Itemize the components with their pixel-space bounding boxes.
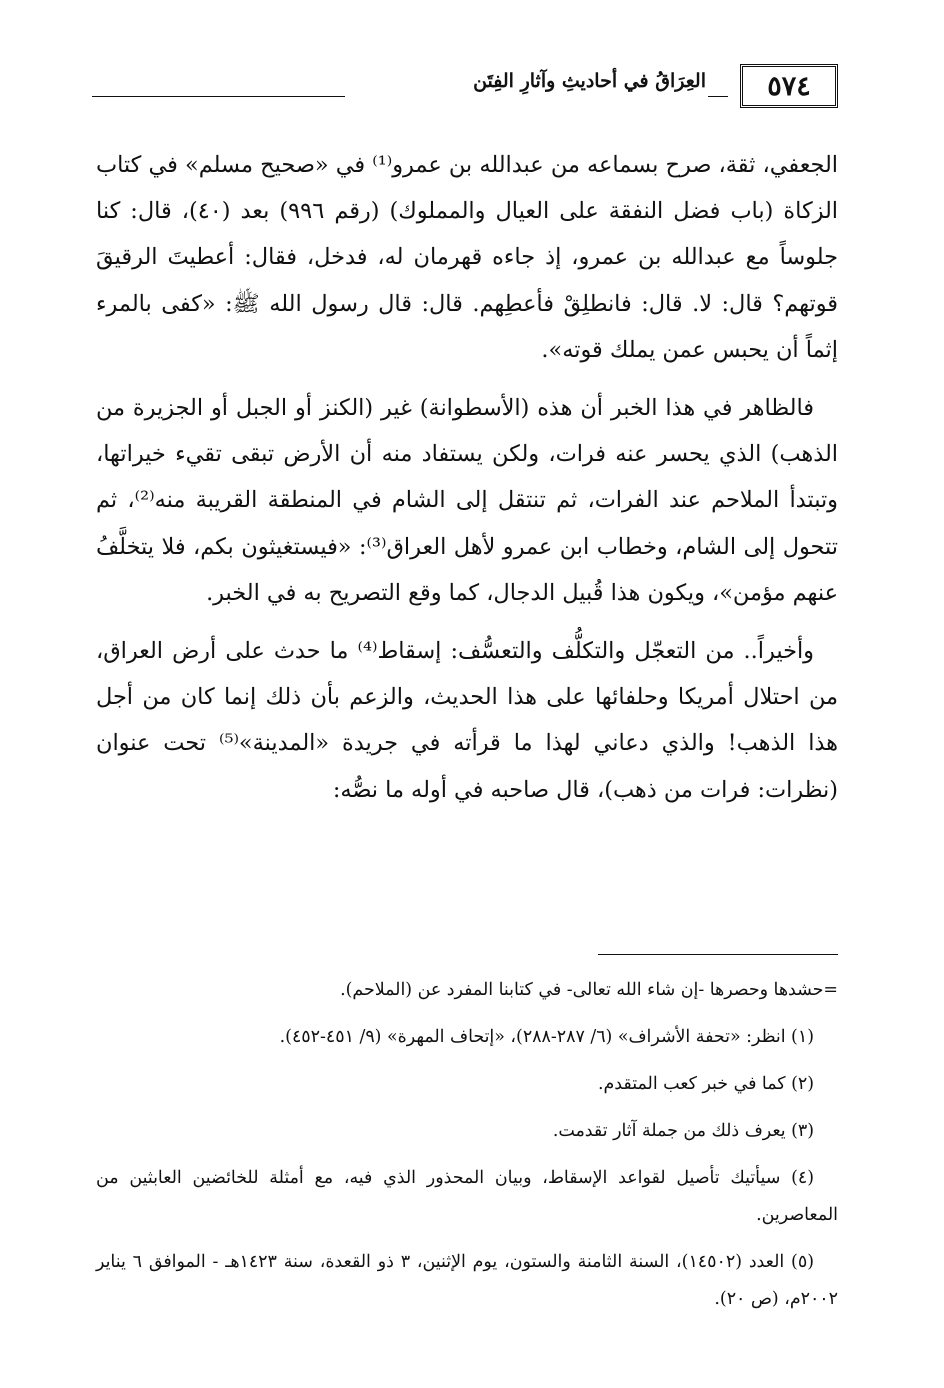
footnote-separator [598, 954, 838, 955]
main-text [96, 142, 838, 825]
page-number: ٥٧٤ [740, 64, 838, 108]
paragraph-2: فالظاهر في هذا الخبر أن هذه (الأسطوانة) غير (الكنز أو الجبل أو الجزيرة من الذهب) الذي يحسر عنه فرات، ولكن يستفاد منه أن الأرض تبقى تقيء خيراتها، وتبتدأ الملاحم عند الفرات، ثم تنتقل إلى الشام في المنطقة القريبة منه⁽²⁾، ثم تتحول إلى الشام، وخطاب ابن عمرو لأهل العراق⁽³⁾: «فيستغيثون بكم، فلا يتخلَّفُ عنهم مؤمن»، ويكون هذا قُبيل الدجال، كما وقع التصريح به في الخبر. [96, 395, 838, 606]
header-rule-short [708, 96, 728, 97]
footnote-4: (٤) سيأتيك تأصيل لقواعد الإسقاط، وبيان المحذور الذي فيه، مع أمثلة للخائضين العابثين من المعاصرين. [96, 1168, 838, 1225]
footnotes [96, 972, 838, 1328]
footnote-2: (٢) كما في خبر كعب المتقدم. [598, 1074, 814, 1094]
paragraph-1: الجعفي، ثقة، صرح بسماعه من عبدالله بن عمرو⁽¹⁾ في «صحيح مسلم» في كتاب الزكاة (باب فضل النفقة على العيال والمملوك) (رقم ٩٩٦) بعد (٤٠)، قال: كنا جلوساً مع عبدالله بن عمرو، إذ جاءه قهرمان له، فدخل، فقال: أعطيتَ الرقيقَ قوتهم؟ قال: لا. قال: فانطلِقْ فأعطِهم. قال: قال رسول الله ﷺ: «كفى بالمرء إثماً أن يحبس عمن يملك قوته». [96, 152, 838, 363]
running-title: العِرَاقُ في أحاديثِ وآثارِ الفِتَن [473, 70, 706, 92]
paragraph-3: وأخيراً.. من التعجّل والتكلُّف والتعسُّف: إسقاط⁽⁴⁾ ما حدث على أرض العراق، من احتلال أمريكا وحلفائها على هذا الحديث، والزعم بأن ذلك إنما كان من أجل هذا الذهب! والذي دعاني لهذا ما قرأته في جريدة «المدينة»⁽⁵⁾ تحت عنوان (نظرات: فرات من ذهب)، قال صاحبه في أوله ما نصُّه: [96, 638, 838, 803]
footnote-continuation: =حشدها وحصرها -إن شاء الله تعالى- في كتابنا المفرد عن (الملاحم). [340, 980, 838, 1000]
footnote-3: (٣) يعرف ذلك من جملة آثار تقدمت. [552, 1121, 814, 1141]
header-rule [92, 96, 345, 97]
footnote-5: (٥) العدد (١٤٥٠٢)، السنة الثامنة والستون، يوم الإثنين، ٣ ذو القعدة، سنة ١٤٢٣هـ - الموافق ٦ يناير ٢٠٠٢م، (ص ٢٠). [96, 1252, 838, 1309]
footnote-1: (١) انظر: «تحفة الأشراف» (٦/ ٢٨٧-٢٨٨)، «إتحاف المهرة» (٩/ ٤٥١-٤٥٢). [279, 1027, 814, 1047]
page-header [92, 60, 838, 112]
